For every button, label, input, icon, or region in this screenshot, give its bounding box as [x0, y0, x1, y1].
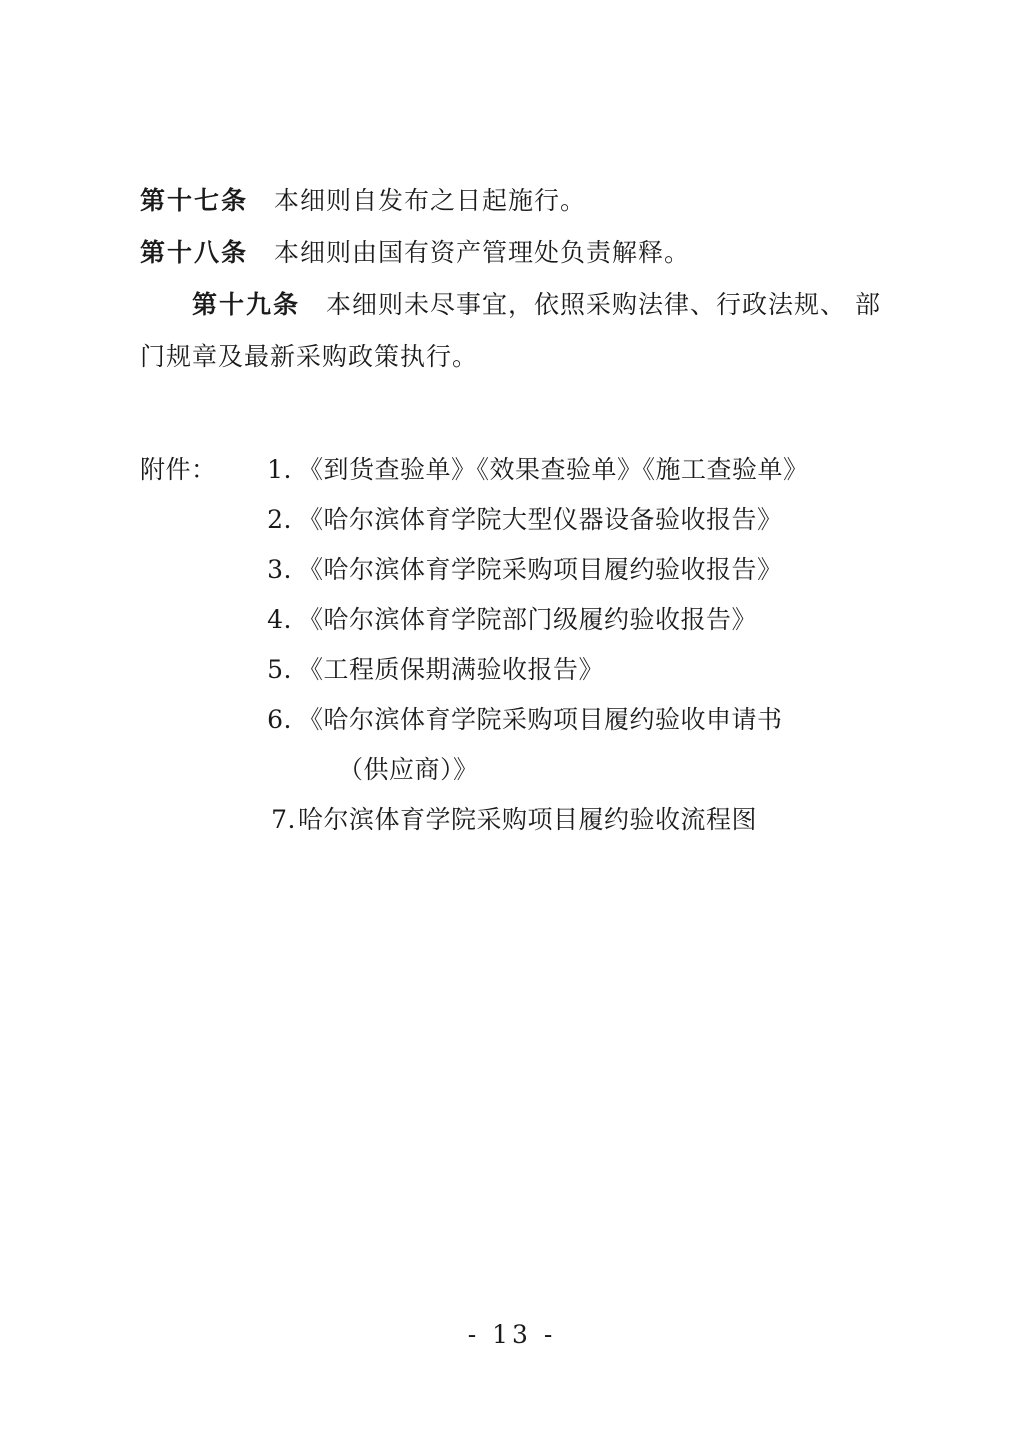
article-paragraph-continuation: [140, 331, 900, 383]
page-body: [140, 175, 900, 845]
list-item-number: 7.: [271, 805, 296, 834]
list-item-sublabel: （供应商）》: [338, 755, 479, 784]
article-text-line1: 本细则未尽事宜，依照采购法律、行政法规、 部: [326, 290, 881, 319]
spacer: [140, 795, 258, 845]
list-item: [140, 645, 900, 695]
list-item-number: 6.: [267, 705, 292, 734]
list-item-label: 《哈尔滨体育学院大型仪器设备验收报告》: [298, 505, 783, 534]
article-paragraph: [140, 279, 900, 331]
list-item-label: 哈尔滨体育学院采购项目履约验收流程图: [298, 805, 758, 834]
list-item-number: 2.: [267, 505, 292, 534]
list-item: [140, 595, 900, 645]
spacer: [140, 695, 258, 745]
article-line: [140, 227, 900, 279]
list-item-label: 《哈尔滨体育学院部门级履约验收报告》: [298, 605, 758, 634]
spacer: [140, 545, 258, 595]
list-item-number: 1.: [267, 455, 292, 484]
page-number: - 13 -: [467, 1320, 557, 1349]
list-item-label: 《哈尔滨体育学院采购项目履约验收报告》: [298, 555, 783, 584]
list-item-number: 3.: [267, 555, 292, 584]
list-item: [140, 795, 900, 845]
spacer: [140, 645, 258, 695]
list-item-number: 4.: [267, 605, 292, 634]
list-item: [140, 545, 900, 595]
attachment-list: [140, 445, 900, 845]
spacer: [258, 745, 298, 795]
list-item: [140, 445, 900, 495]
spacer: [140, 595, 258, 645]
list-item-label: 《到货查验单》《效果查验单》《施工查验单》: [298, 455, 809, 484]
article-label: 第十七条: [140, 186, 249, 215]
spacer: [140, 495, 258, 545]
list-item-label: 《哈尔滨体育学院采购项目履约验收申请书: [298, 705, 783, 734]
article-label: 第十八条: [140, 238, 249, 267]
spacer: [140, 745, 258, 795]
list-item: [140, 695, 900, 745]
list-item-continuation: [140, 745, 900, 795]
attachments-heading: 附件：: [140, 455, 217, 484]
article-text-line2: 门规章及最新采购政策执行。: [140, 342, 479, 371]
list-item: [140, 495, 900, 545]
article-text: 本细则由国有资产管理处负责解释。: [274, 238, 691, 267]
list-item-label: 《工程质保期满验收报告》: [298, 655, 605, 684]
article-text: 本细则自发布之日起施行。: [274, 186, 587, 215]
article-label: 第十九条: [192, 290, 301, 319]
list-item-number: 5.: [267, 655, 292, 684]
article-line: [140, 175, 900, 227]
